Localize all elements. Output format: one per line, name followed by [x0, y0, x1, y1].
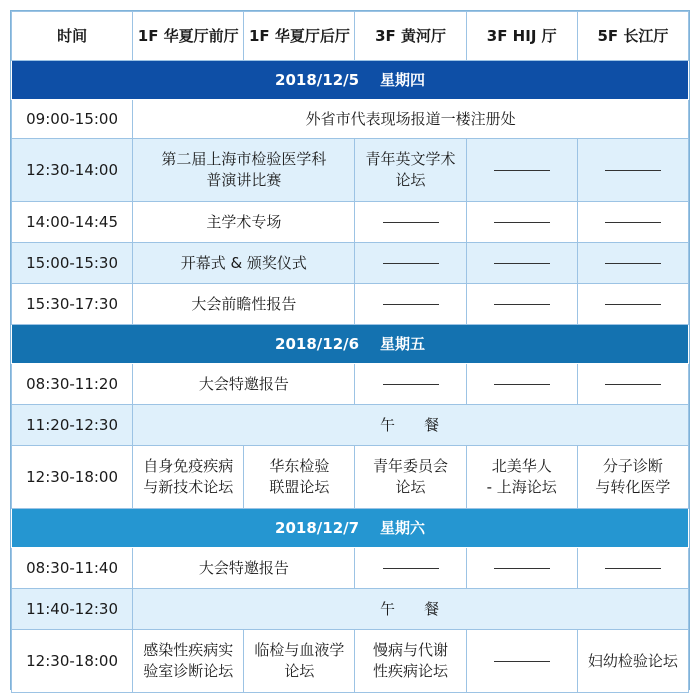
empty-cell — [577, 548, 688, 589]
day-banner — [12, 61, 689, 100]
session-line: 临检与血液学 — [254, 641, 345, 659]
empty-cell — [577, 364, 688, 405]
empty-cell — [355, 202, 466, 243]
day-weekday: 星期四 — [379, 70, 425, 89]
day-weekday: 星期五 — [379, 334, 425, 353]
session-cell — [133, 446, 244, 509]
dash-mark — [605, 222, 661, 223]
empty-cell — [466, 243, 577, 284]
dash-mark — [494, 568, 550, 569]
dash-mark — [494, 661, 550, 662]
session-cell — [244, 630, 355, 693]
day-date: 2018/12/5 — [275, 70, 360, 89]
empty-cell — [466, 364, 577, 405]
empty-cell — [466, 548, 577, 589]
day-weekday: 星期六 — [379, 518, 425, 537]
dash-mark — [494, 304, 550, 305]
header-time: 时间 — [12, 12, 133, 61]
dash-mark — [605, 170, 661, 171]
session-line: 北美华人 — [491, 457, 552, 475]
session-cell: 外省市代表现场报道一楼注册处 — [133, 100, 689, 139]
session-line: 青年英文学术 — [365, 150, 456, 168]
empty-cell — [577, 243, 688, 284]
session-cell — [355, 630, 466, 693]
session-line: 第二届上海市检验医学科 — [161, 150, 327, 168]
session-line: 联盟论坛 — [269, 478, 330, 496]
header-room-3f-hij: 3F HIJ 厅 — [466, 12, 577, 61]
session-line: 慢病与代谢 — [373, 641, 449, 659]
session-cell: 大会特邀报告 — [133, 548, 355, 589]
dash-mark — [605, 263, 661, 264]
dash-mark — [494, 263, 550, 264]
session-cell: 妇幼检验论坛 — [577, 630, 688, 693]
time-cell: 11:40-12:30 — [12, 589, 133, 630]
dash-mark — [383, 222, 439, 223]
session-line: 论坛 — [395, 478, 426, 496]
time-cell: 15:00-15:30 — [12, 243, 133, 284]
session-line: 与新技术论坛 — [143, 478, 234, 496]
empty-cell — [466, 139, 577, 202]
dash-mark — [494, 384, 550, 385]
day-banner — [12, 509, 689, 548]
header-room-1f-front: 1F 华夏厅前厅 — [133, 12, 244, 61]
session-cell — [577, 446, 688, 509]
day-row-3 — [12, 509, 689, 548]
dash-mark — [383, 263, 439, 264]
empty-cell — [577, 284, 688, 325]
dash-mark — [383, 304, 439, 305]
table-row — [12, 284, 689, 325]
session-line: 论坛 — [395, 171, 426, 189]
table-row — [12, 139, 689, 202]
session-line: 性疾病论坛 — [373, 662, 449, 680]
empty-cell — [355, 243, 466, 284]
empty-cell — [466, 202, 577, 243]
day-row-2 — [12, 325, 689, 364]
empty-cell — [466, 630, 577, 693]
session-cell — [466, 446, 577, 509]
day-banner — [12, 325, 689, 364]
session-cell: 开幕式 & 颁奖仪式 — [133, 243, 355, 284]
dash-mark — [605, 304, 661, 305]
session-cell: 主学术专场 — [133, 202, 355, 243]
session-cell — [355, 446, 466, 509]
table-row — [12, 100, 689, 139]
time-cell: 15:30-17:30 — [12, 284, 133, 325]
dash-mark — [605, 384, 661, 385]
table-row — [12, 630, 689, 693]
time-cell: 12:30-14:00 — [12, 139, 133, 202]
time-cell: 08:30-11:20 — [12, 364, 133, 405]
header-row — [12, 12, 689, 61]
empty-cell — [577, 139, 688, 202]
time-cell: 11:20-12:30 — [12, 405, 133, 446]
time-cell: 14:00-14:45 — [12, 202, 133, 243]
day-date: 2018/12/6 — [275, 334, 360, 353]
session-line: 与转化医学 — [595, 478, 671, 496]
dash-mark — [383, 384, 439, 385]
session-cell: 大会前瞻性报告 — [133, 284, 355, 325]
time-cell: 12:30-18:00 — [12, 630, 133, 693]
lunch-cell: 午 餐 — [133, 405, 689, 446]
lunch-cell: 午 餐 — [133, 589, 689, 630]
session-cell — [133, 139, 355, 202]
dash-mark — [605, 568, 661, 569]
session-cell: 大会特邀报告 — [133, 364, 355, 405]
session-cell — [355, 139, 466, 202]
empty-cell — [355, 284, 466, 325]
table-row — [12, 202, 689, 243]
time-cell: 08:30-11:40 — [12, 548, 133, 589]
session-line: 分子诊断 — [602, 457, 663, 475]
session-line: 论坛 — [284, 662, 315, 680]
empty-cell — [355, 548, 466, 589]
session-line: 青年委员会 — [373, 457, 449, 475]
day-row-1 — [12, 61, 689, 100]
day-date: 2018/12/7 — [275, 518, 360, 537]
session-line: 华东检验 — [269, 457, 330, 475]
time-cell: 09:00-15:00 — [12, 100, 133, 139]
dash-mark — [494, 170, 550, 171]
header-room-1f-back: 1F 华夏厅后厅 — [244, 12, 355, 61]
dash-mark — [494, 222, 550, 223]
header-room-3f-huanghe: 3F 黄河厅 — [355, 12, 466, 61]
header-room-5f-changjiang: 5F 长江厅 — [577, 12, 688, 61]
session-line: - 上海论坛 — [486, 478, 557, 496]
session-line: 感染性疾病实 — [143, 641, 234, 659]
session-cell — [133, 630, 244, 693]
dash-mark — [383, 568, 439, 569]
table-row — [12, 243, 689, 284]
empty-cell — [577, 202, 688, 243]
session-cell — [244, 446, 355, 509]
table-row — [12, 589, 689, 630]
session-line: 自身免疫疾病 — [143, 457, 234, 475]
table-row — [12, 446, 689, 509]
table-row — [12, 405, 689, 446]
time-cell: 12:30-18:00 — [12, 446, 133, 509]
empty-cell — [466, 284, 577, 325]
table-row — [12, 548, 689, 589]
empty-cell — [355, 364, 466, 405]
schedule-panel — [10, 10, 690, 690]
session-line: 验室诊断论坛 — [143, 662, 234, 680]
session-line: 普演讲比赛 — [206, 171, 282, 189]
table-row — [12, 364, 689, 405]
schedule-table — [11, 11, 689, 693]
